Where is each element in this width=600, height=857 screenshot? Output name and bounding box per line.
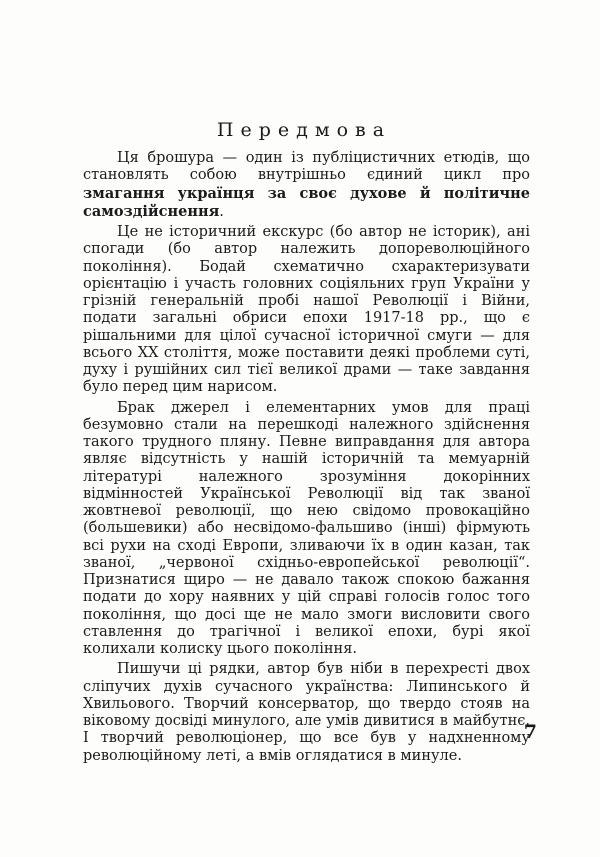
preface-text: [83, 150, 530, 765]
paragraph-2: Це не історичний екскурс (бо автор не історик), ані спогади (бо автор належить допореволюційного покоління). Бодай схематично схарактеризувати орієнтацію і участь головних соціяльних груп України у грізній генеральній пробі нашої Революції і Війни, подати загальні обриси епохи 1917-18 рр., що є рішальними для цілої сучасної історичної смуги — для всього XX століття, може поставити деякі проблеми суті, духу і рушійних сил тієї великої драми — таке завдання було перед цим нарисом.: [83, 224, 530, 396]
page-number: 7: [523, 721, 537, 743]
paragraph-4: Пишучи ці рядки, автор був ніби в перехресті двох сліпучих духів сучасного українства: Липинського й Хвильового. Творчий консерватор, що твердо стояв на віковому досвіді минулого, але умів дивитися в майбутнє. І творчий революціонер, що все був у надхненному революційному леті, а вмів оглядатися в минуле.: [83, 661, 530, 764]
paragraph-1-end: .: [219, 203, 224, 220]
paragraph-3: Брак джерел і елементарних умов для праці безумовно стали на перешкоді належного здійснення такого трудного пляну. Певне виправдання для автора являє відсутність у нашій історичній та мемуарній літературі належного зрозуміння докорінних відмінностей Української Революції від так званої жовтневої революції, що нею свідомо провокаційно (большевики) або несвідомо-фальшиво (інші) фірмують всі рухи на сході Европи, зливаючи їх в один казан, так званої, „червоної східньо-европейської революції“. Признатися щиро — не давало також спокою бажання подати до хору наявних у цій справі голосів голос того покоління, що досі ще не мало змоги висловити свого ставлення до трагічної і великої епохи, бурі якої колихали колиску цього покоління.: [83, 399, 530, 657]
paragraph-1-bold-text: змагання українця за своє духове й політичне самоздійснення: [83, 184, 530, 220]
paragraph-1: [83, 150, 530, 221]
paragraph-1-text: Ця брошура — один із публіцистичних етюдів, що становлять собою внутрішньо єдиний цикл про: [83, 150, 530, 184]
page-heading: Передмова: [216, 119, 392, 141]
